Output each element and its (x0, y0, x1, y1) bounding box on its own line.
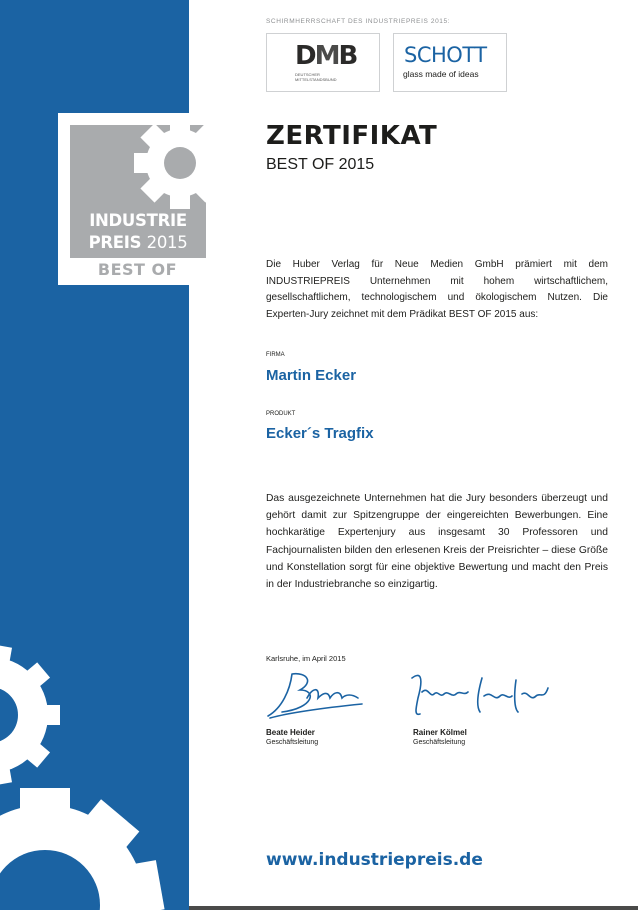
signature-koelmel-icon (408, 668, 558, 724)
badge-panel (70, 125, 206, 258)
schott-wordmark: SCHOTT (404, 43, 487, 67)
badge-line2 (74, 232, 202, 254)
badge-line1: INDUSTRIE (89, 211, 187, 230)
schott-logo (393, 33, 507, 92)
product-label: PRODUKT (266, 411, 296, 417)
bottom-rule (189, 906, 638, 910)
badge-year: 2015 (146, 233, 188, 252)
certificate-subtitle: BEST OF 2015 (266, 156, 375, 173)
product-name: Ecker´s Tragfix (266, 425, 374, 442)
company-name: Martin Ecker (266, 367, 357, 384)
signatory-1-name: Beate Heider (266, 728, 315, 737)
badge-preis: PREIS (88, 233, 142, 252)
intro-paragraph: Die Huber Verlag für Neue Medien GmbH prämiert mit dem INDUSTRIEPREIS Unternehmen mit hohem wirtschaftlichem, gesellschaftlichem, technologischem und ökologischem Nutzen. Die Experten-Jury zeichnet mit dem Prädikat BEST OF 2015 aus: (266, 259, 608, 320)
signatory-2-role: Geschäftsleitung (413, 739, 466, 746)
company-label: FIRMA (266, 352, 285, 358)
dmb-logo (266, 33, 380, 92)
website-url: www.industriepreis.de (266, 850, 483, 870)
signatory-1-role: Geschäftsleitung (266, 739, 319, 746)
dmb-subtitle-line2: MITTELSTANDSBUND (295, 77, 337, 82)
dmb-m: M (314, 41, 339, 71)
dmb-subtitle-line1: DEUTSCHER (295, 72, 320, 77)
dmb-subtitle (295, 72, 336, 82)
award-badge (58, 113, 217, 285)
certificate-title: ZERTIFIKAT (266, 121, 438, 151)
place-date: Karlsruhe, im April 2015 (266, 654, 346, 663)
body-paragraph: Das ausgezeichnete Unternehmen hat die Jury besonders überzeugt und gehört damit zur Spitzengruppe der eingereichten Bewerbungen. Eine hochkarätige Expertenjury aus insgesamt 30 Professoren und Fachjournalisten bilden den erlesenen Kreis der Preisrichter – diese Größe und Konstellation sorgt für eine objektive Bewertung und macht den Preis in der Industriebranche so einzigartig. (266, 493, 608, 591)
dmb-d: D (295, 41, 315, 71)
patronage-label: SCHIRMHERRSCHAFT DES INDUSTRIEPREIS 2015: (266, 18, 451, 25)
badge-best-of: BEST OF (97, 260, 178, 279)
badge-title (74, 210, 202, 254)
signatory-2-name: Rainer Kölmel (413, 728, 467, 737)
dmb-wordmark (295, 41, 356, 71)
dmb-b: B (338, 41, 357, 71)
schott-tagline: glass made of ideas (403, 69, 479, 79)
signature-heider-icon (262, 668, 372, 724)
